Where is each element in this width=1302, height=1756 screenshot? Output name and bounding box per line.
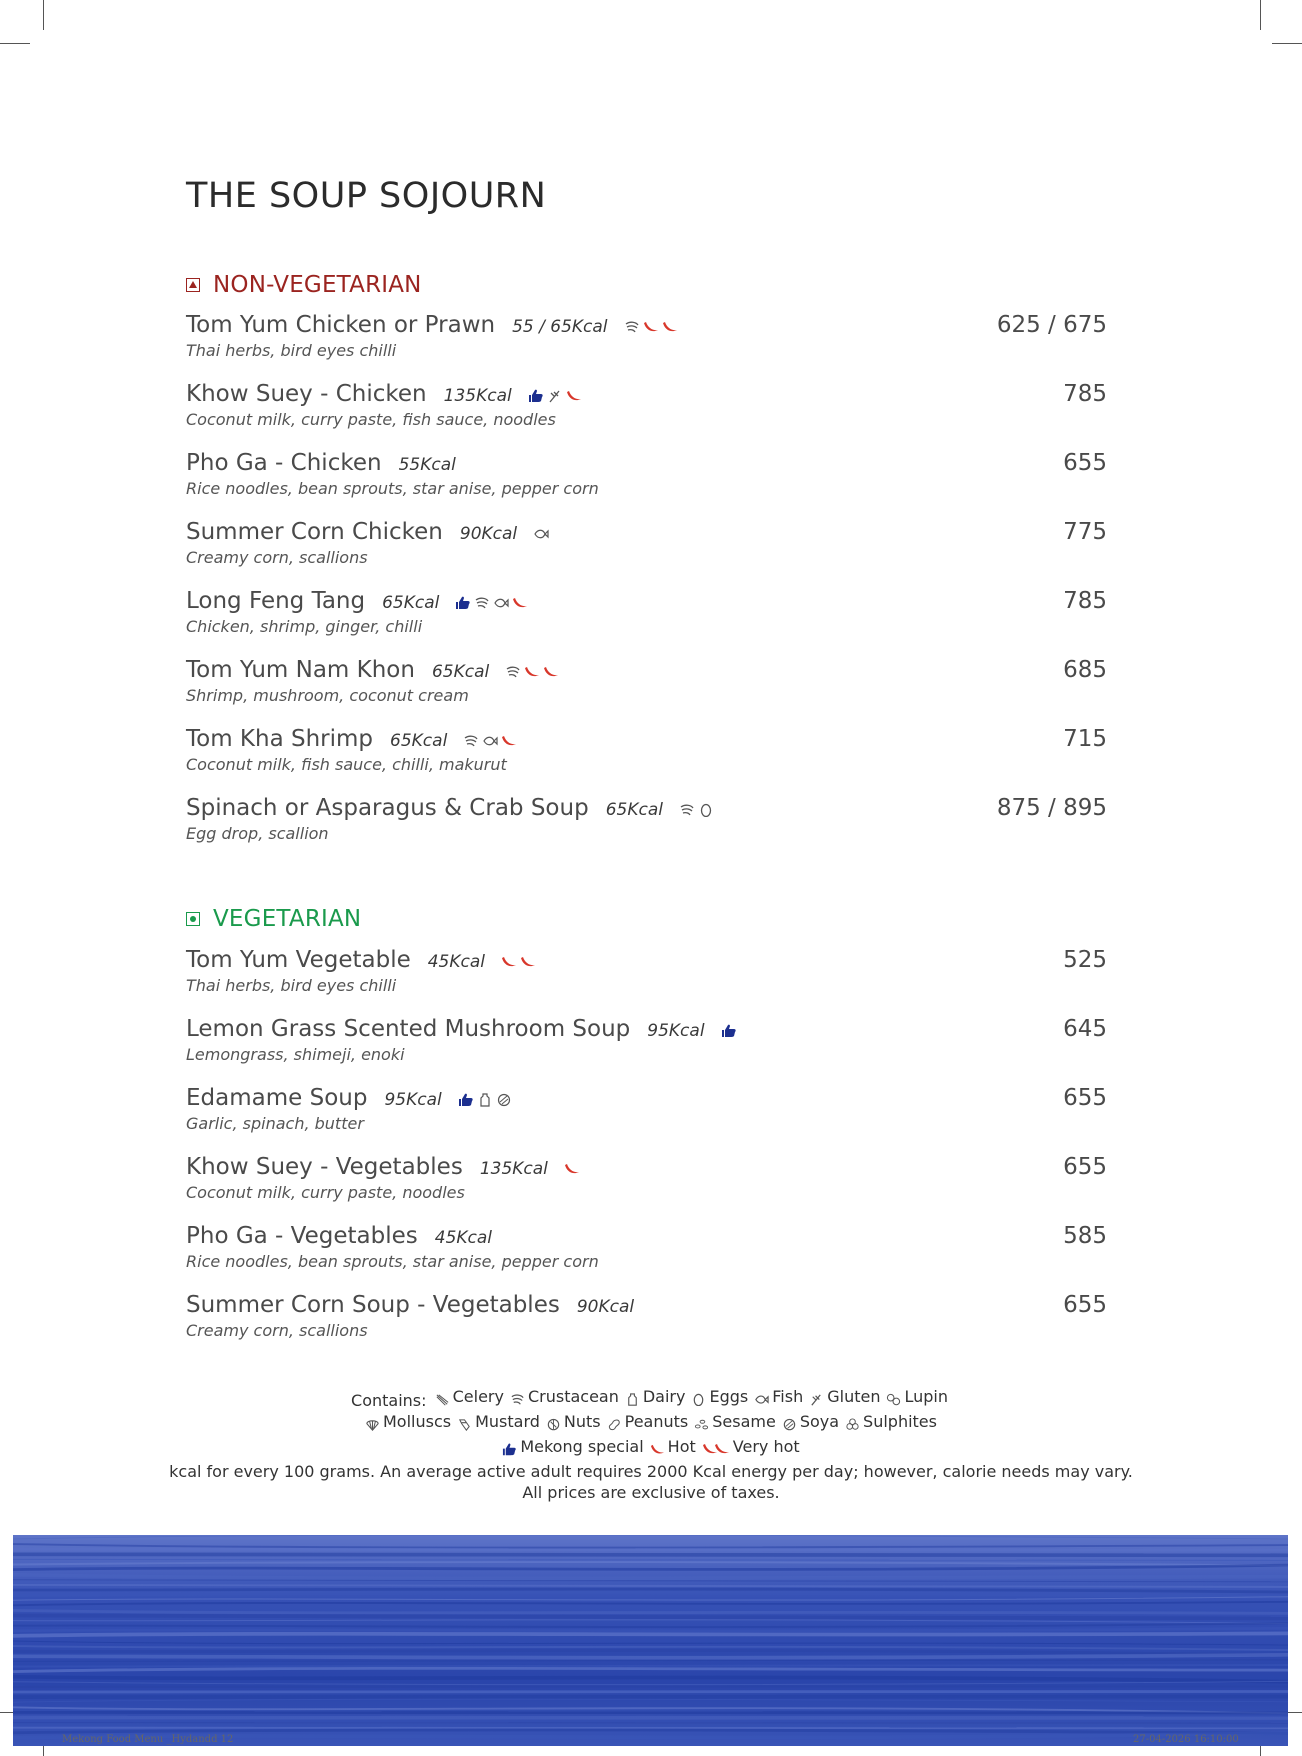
item-allergen-icons: [679, 803, 714, 817]
menu-item-row: [186, 450, 1107, 476]
item-kcal: 135Kcal: [479, 1159, 548, 1179]
legend-entry: [510, 1386, 619, 1407]
eggs-icon: [698, 803, 714, 817]
item-price: 525: [1063, 947, 1107, 973]
legend-entry: [435, 1386, 504, 1407]
crop-mark: [1260, 0, 1261, 30]
item-name: Tom Yum Chicken or Prawn: [186, 312, 496, 338]
item-price: 655: [1063, 1292, 1107, 1318]
sulphites-icon: [845, 1415, 860, 1428]
item-description: Coconut milk, curry paste, noodles: [186, 1183, 465, 1202]
item-allergen-icons: [455, 596, 528, 610]
chilli-icon: [501, 734, 517, 748]
menu-item: [186, 1016, 1107, 1064]
chilli-icon: [520, 955, 536, 969]
item-kcal: 65Kcal: [431, 662, 490, 682]
item-kcal: 95Kcal: [647, 1021, 705, 1041]
soya-icon: [782, 1415, 797, 1428]
item-name: Spinach or Asparagus & Crab Soup: [186, 795, 589, 821]
menu-item-row: [186, 1085, 1107, 1111]
molluscs-icon: [365, 1415, 380, 1428]
item-price: 775: [1063, 519, 1107, 545]
item-name: Long Feng Tang: [186, 588, 366, 614]
legend-line-1: [0, 1386, 1302, 1411]
legend-prefix: Contains:: [351, 1391, 427, 1410]
menu-item: [186, 795, 1107, 843]
page-title: THE SOUP SOJOURN: [186, 176, 547, 216]
menu-item: [186, 657, 1107, 705]
menu-item-row: [186, 726, 1107, 752]
legend-label: Hot: [667, 1437, 696, 1456]
item-description: Rice noodles, bean sprouts, star anise, pepper corn: [186, 1252, 599, 1271]
item-allergen-icons: [501, 955, 536, 969]
double-chilli-icon: [702, 1440, 730, 1453]
fish-icon: [754, 1390, 769, 1403]
item-name: Khow Suey - Chicken: [186, 381, 427, 407]
item-description: Coconut milk, fish sauce, chilli, makurut: [186, 755, 507, 774]
crustacean-icon: [474, 596, 490, 610]
item-kcal: 65Kcal: [605, 800, 663, 820]
menu-item: [186, 381, 1107, 429]
nonveg-symbol-icon: [186, 278, 200, 292]
legend-label: Sulphites: [863, 1412, 937, 1431]
legend-label: Sesame: [712, 1412, 776, 1431]
item-kcal: 55Kcal: [398, 455, 456, 475]
peanuts-icon: [607, 1415, 622, 1428]
item-name: Summer Corn Soup - Vegetables: [186, 1292, 560, 1318]
item-description: Coconut milk, curry paste, fish sauce, noodles: [186, 410, 556, 429]
fish-icon: [493, 596, 509, 610]
item-description: Chicken, shrimp, ginger, chilli: [186, 617, 423, 636]
legend-entry: [457, 1411, 540, 1432]
chilli-icon: [662, 320, 678, 334]
gluten-icon: [547, 389, 563, 403]
crop-mark: [1272, 43, 1302, 44]
legend-entry: [365, 1411, 451, 1432]
lupin-icon: [886, 1390, 901, 1403]
mekong-special-icon: [455, 596, 471, 610]
soya-icon: [496, 1093, 512, 1107]
legend-label: Mekong special: [520, 1437, 644, 1456]
crustacean-icon: [505, 665, 521, 679]
legend-entry: [607, 1411, 689, 1432]
menu-item: [186, 1085, 1107, 1133]
eggs-icon: [691, 1390, 706, 1403]
chilli-icon: [643, 320, 659, 334]
legend-label: Celery: [452, 1387, 504, 1406]
menu-item: [186, 947, 1107, 995]
item-description: Creamy corn, scallions: [186, 548, 368, 567]
item-allergen-icons: [533, 527, 549, 541]
legend-entry: [702, 1436, 800, 1457]
item-price: 655: [1063, 1154, 1107, 1180]
legend-line-3: [0, 1436, 1302, 1461]
menu-item-row: [186, 1223, 1107, 1249]
legend-entry: [691, 1386, 748, 1407]
legend-label: Fish: [772, 1387, 804, 1406]
legend-entry: [650, 1436, 696, 1457]
legend-entry: [754, 1386, 803, 1407]
menu-item-row: [186, 519, 1107, 545]
legend-label: Dairy: [642, 1387, 686, 1406]
item-kcal: 45Kcal: [427, 952, 486, 972]
dairy-icon: [625, 1390, 640, 1403]
menu-item-row: [186, 312, 1107, 338]
item-description: Garlic, spinach, butter: [186, 1114, 364, 1133]
menu-item-row: [186, 795, 1107, 821]
item-price: 645: [1063, 1016, 1107, 1042]
menu-item-row: [186, 588, 1107, 614]
crop-mark: [43, 0, 44, 30]
item-description: Lemongrass, shimeji, enoki: [186, 1045, 405, 1064]
mekong-special-icon: [528, 389, 544, 403]
item-price: 785: [1063, 588, 1107, 614]
legend-entry: [546, 1411, 601, 1432]
item-name: Tom Yum Nam Khon: [186, 657, 415, 683]
footer-file-label: Mekong Food Menu _Hydandd 12: [62, 1734, 234, 1745]
legend-label: Soya: [799, 1412, 840, 1431]
item-name: Pho Ga - Chicken: [186, 450, 382, 476]
item-description: Thai herbs, bird eyes chilli: [186, 976, 397, 995]
crustacean-icon: [510, 1390, 525, 1403]
item-description: Thai herbs, bird eyes chilli: [186, 341, 397, 360]
mekong-special-icon: [458, 1093, 474, 1107]
chilli-icon: [564, 1162, 580, 1176]
legend-entry: [886, 1386, 948, 1407]
item-allergen-icons: [624, 320, 678, 334]
veg-symbol-icon: [186, 912, 200, 926]
item-allergen-icons: [458, 1093, 512, 1107]
item-price: 585: [1063, 1223, 1107, 1249]
item-name: Khow Suey - Vegetables: [186, 1154, 463, 1180]
legend-entry: [845, 1411, 937, 1432]
item-description: Rice noodles, bean sprouts, star anise, pepper corn: [186, 479, 599, 498]
chilli-icon: [512, 596, 528, 610]
item-price: 655: [1063, 1085, 1107, 1111]
sesame-icon: [694, 1415, 709, 1428]
menu-item: [186, 1292, 1107, 1340]
item-kcal: 135Kcal: [443, 386, 512, 406]
crustacean-icon: [679, 803, 695, 817]
menu-item: [186, 1223, 1107, 1271]
legend-line-2: [0, 1411, 1302, 1436]
chilli-icon: [650, 1440, 665, 1453]
mekong-special-icon: [721, 1024, 737, 1038]
item-price: 785: [1063, 381, 1107, 407]
item-kcal: 90Kcal: [459, 524, 518, 544]
legend-entry: [625, 1386, 686, 1407]
menu-item-row: [186, 947, 1107, 973]
menu-item: [186, 1154, 1107, 1202]
chilli-icon: [524, 665, 540, 679]
fish-icon: [482, 734, 498, 748]
item-description: Creamy corn, scallions: [186, 1321, 368, 1340]
chilli-icon: [543, 665, 559, 679]
fish-icon: [533, 527, 549, 541]
item-name: Summer Corn Chicken: [186, 519, 443, 545]
crustacean-icon: [624, 320, 640, 334]
crop-mark: [0, 43, 30, 44]
legend-entry: [809, 1386, 880, 1407]
legend-entry: [694, 1411, 776, 1432]
legend-label: Mustard: [475, 1412, 540, 1431]
legend-kcal-note: kcal for every 100 grams. An average active adult requires 2000 Kcal energy per day; however, calorie needs may vary.: [169, 1462, 1133, 1481]
item-kcal: 45Kcal: [434, 1228, 493, 1248]
menu-item: [186, 726, 1107, 774]
menu-item-row: [186, 381, 1107, 407]
section-veg-heading: [186, 906, 361, 932]
item-name: Edamame Soup: [186, 1085, 368, 1111]
menu-item-row: [186, 1016, 1107, 1042]
item-kcal: 65Kcal: [382, 593, 440, 613]
item-kcal: 95Kcal: [384, 1090, 442, 1110]
legend-label: Gluten: [827, 1387, 881, 1406]
chilli-icon: [566, 389, 582, 403]
item-price: 655: [1063, 450, 1107, 476]
item-price: 685: [1063, 657, 1107, 683]
mekong-special-icon: [502, 1440, 517, 1453]
menu-item: [186, 450, 1107, 498]
celery-icon: [435, 1390, 450, 1403]
item-allergen-icons: [505, 665, 559, 679]
menu-item: [186, 519, 1107, 567]
gluten-icon: [809, 1390, 824, 1403]
footer-timestamp: 27-04-2026 16:10:00: [1133, 1734, 1239, 1745]
menu-item-row: [186, 657, 1107, 683]
menu-item-row: [186, 1154, 1107, 1180]
legend-entry: [502, 1436, 643, 1457]
legend-entry: [782, 1411, 839, 1432]
item-name: Tom Yum Vegetable: [186, 947, 411, 973]
section-label: VEGETARIAN: [213, 906, 362, 932]
legend-label: Crustacean: [527, 1387, 619, 1406]
item-kcal: 65Kcal: [390, 731, 448, 751]
item-description: Shrimp, mushroom, coconut cream: [186, 686, 469, 705]
mustard-icon: [457, 1415, 472, 1428]
chilli-icon: [501, 955, 517, 969]
item-price: 875 / 895: [996, 795, 1107, 821]
allergen-legend: [0, 1386, 1302, 1503]
legend-label: Lupin: [904, 1387, 948, 1406]
item-name: Pho Ga - Vegetables: [186, 1223, 418, 1249]
crustacean-icon: [463, 734, 479, 748]
item-kcal: 90Kcal: [576, 1297, 635, 1317]
section-label: NON-VEGETARIAN: [213, 272, 422, 298]
section-nonveg-heading: [186, 272, 422, 298]
item-allergen-icons: [528, 389, 582, 403]
item-kcal: 55 / 65Kcal: [512, 317, 608, 337]
legend-label: Very hot: [732, 1437, 800, 1456]
nuts-icon: [546, 1415, 561, 1428]
item-name: Tom Kha Shrimp: [186, 726, 374, 752]
dairy-icon: [477, 1093, 493, 1107]
legend-taxes-note: All prices are exclusive of taxes.: [522, 1483, 780, 1502]
item-allergen-icons: [463, 734, 517, 748]
legend-label: Nuts: [563, 1412, 601, 1431]
item-price: 625 / 675: [996, 312, 1107, 338]
menu-item: [186, 312, 1107, 360]
item-allergen-icons: [564, 1162, 580, 1176]
blue-wave-banner: [13, 1535, 1288, 1746]
item-allergen-icons: [721, 1024, 737, 1038]
legend-label: Peanuts: [624, 1412, 689, 1431]
item-price: 715: [1063, 726, 1107, 752]
item-name: Lemon Grass Scented Mushroom Soup: [186, 1016, 631, 1042]
menu-item: [186, 588, 1107, 636]
menu-item-row: [186, 1292, 1107, 1318]
legend-label: Eggs: [709, 1387, 749, 1406]
legend-label: Molluscs: [383, 1412, 452, 1431]
item-description: Egg drop, scallion: [186, 824, 329, 843]
